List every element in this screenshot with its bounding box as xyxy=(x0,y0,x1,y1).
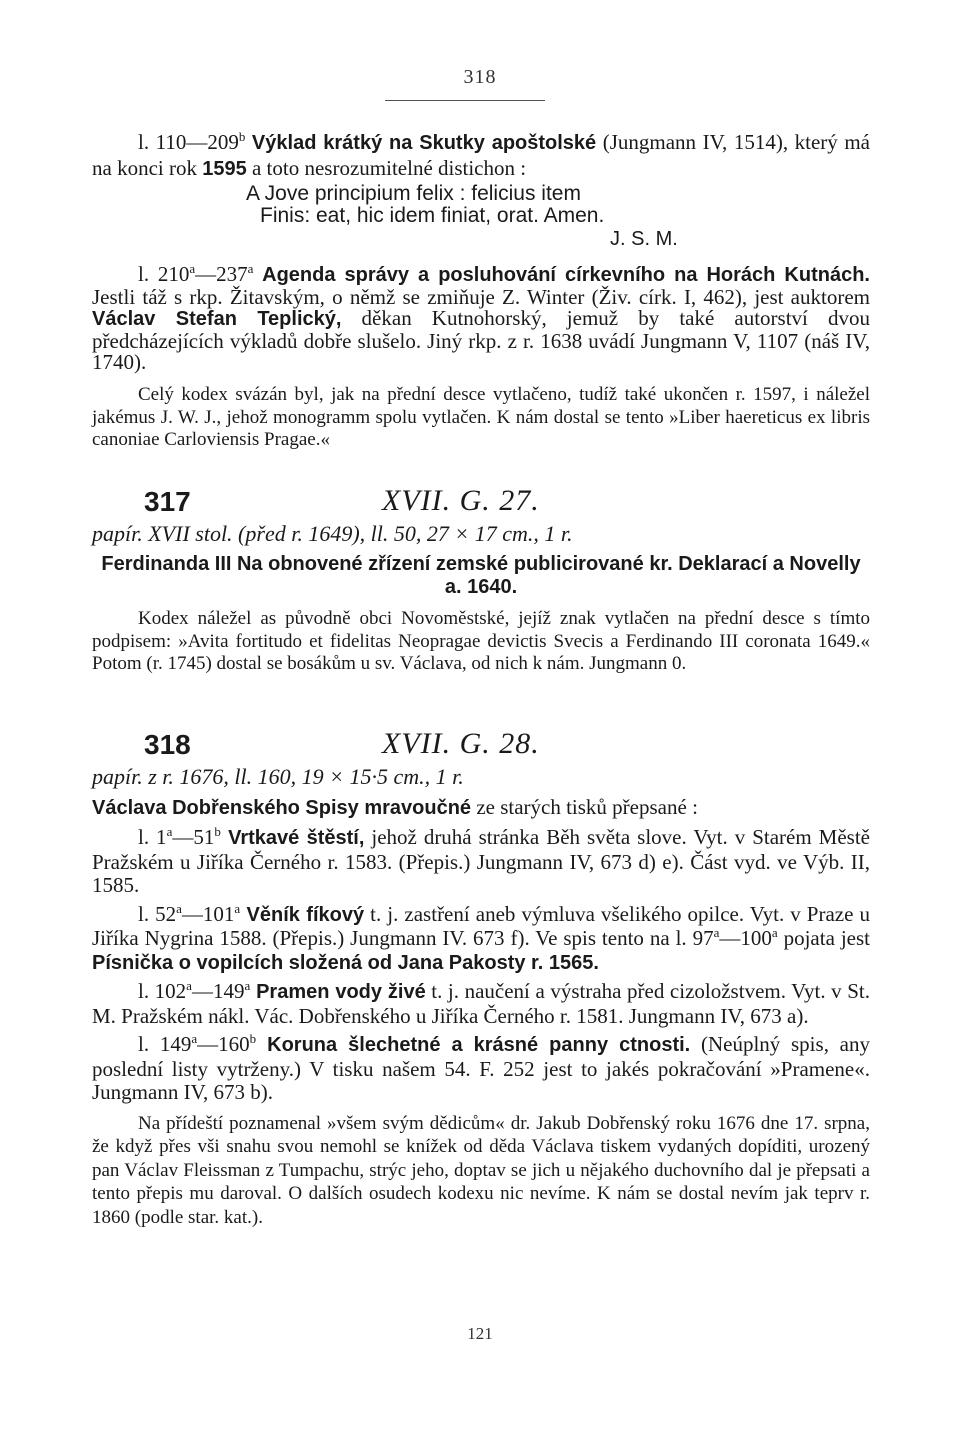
verse-signature: J. S. M. xyxy=(610,228,678,250)
vyklad-paragraph: l. 110—209$^b$ Výklad krátký na Skutky apoštolské (Jungmann IV, 1514), který má na konci rok 1595 a toto nesrozumitelné distichon : xyxy=(92,129,871,180)
entry-318-signature: XVII. G. 28. xyxy=(382,727,540,760)
agenda-paragraph: l. 210$^a$—237$^a$ Agenda správy a posluhování církevního na Horách Kutnách. Jestli táž s rkp. Žitavským, o němž se zmiňuje Z. Winter (Živ. círk. I, 462), jest auktorem Václav Stefan Teplický, děkan Kutnohorský, jemuž by také autorství dvou předcházejících výkladů dobře slušelo. Jiný rkp. z r. 1638 uvádí Jungmann V, 1107 (náš IV, 1740). xyxy=(92,261,870,375)
verse-line-2: Finis: eat, hic idem finiat, orat. Amen. xyxy=(260,204,605,227)
entry-318-meta: papír. z r. 1676, ll. 160, 19 × 15·5 cm., 1 r. xyxy=(92,764,464,789)
block-vyklad xyxy=(92,130,870,251)
page-number: 318 xyxy=(463,66,497,88)
entry-318-heading xyxy=(92,729,870,763)
verse-line-1: A Jove principium felix : felicius item xyxy=(246,182,581,205)
block-kodex-note xyxy=(92,384,870,452)
vyklad-title: Výklad krátký na Skutky apoštolské xyxy=(251,132,597,154)
entry-318-note: Na přídeští poznamenal »všem svým dědicům« dr. Jakub Dobřenský roku 1676 dne 17. srpna, že když přes vši snahu svou nemohl se knížek od děda Václava tiskem vydaných dopíditi, urozený pan Václav Fleissman z Tumpachu, strýc jeho, doptav se jich u nějakého duchovního dal je přepsati a tento přepis mu daroval. O dalších osudech kodexu nic nevíme. K nám se dostal nevím jak teprv r. 1860 (podle star. kat.). xyxy=(92,1112,870,1228)
kodex-note-paragraph: Celý kodex svázán byl, jak na přední desce vytlačeno, tudíž také ukončen r. 1597, i náležel jakémus J. W. J., jehož monogramm spolu vytlačen. K nám dostal se tento »Liber haereticus ex libris canoniae Carloviensis Pragae.« xyxy=(92,384,870,450)
entry-317-signature: XVII. G. 27. xyxy=(382,484,540,517)
agenda-author: Václav Stefan Teplický, xyxy=(92,308,342,331)
entry-318-item-1-title: Vrtkavé štěstí, xyxy=(220,827,365,849)
entry-318-item-1: l. 1$^a$—51$^b$ Vrtkavé štěstí, jehož druhá stránka Běh světa slove. Vyt. v Starém Městě Pražském u Jiříka Černého r. 1583. (Přepis.) Jungmann IV, 673 d) e). Část vyd. ve Výb. II, 1585. xyxy=(92,824,870,897)
agenda-title: Agenda správy a posluhování církevního na Horách Kutnách. xyxy=(262,264,870,286)
header-rule xyxy=(385,100,545,101)
entry-318-item-4: l. 149$^a$—160$^b$ Koruna šlechetné a krásné panny ctnosti. (Neúplný spis, any poslední listy vytrženy.) V tisku našem 54. F. 252 jest to jakés pokračování »Pramene«. Jungmann IV, 673 b). xyxy=(92,1031,870,1104)
footer-number: 121 xyxy=(467,1324,493,1343)
entry-317-text: Kodex náležel as původně obci Novoměstské, jejíž znak vytlačen na přední desce s tímto podpisem: »Avita fortitudo et fidelitas Neopragae devictis Svecis a Ferdinando III coronata 1649.« Potom (r. 1745) dostal se bosákům u sv. Václava, od nich k nám. Jungmann 0. xyxy=(92,608,870,674)
block-agenda xyxy=(92,261,870,375)
entry-318-item-3-title: Pramen vody živé xyxy=(250,981,426,1003)
entry-318-number: 318 xyxy=(144,729,191,760)
entry-317-heading xyxy=(92,486,870,520)
entry-318-title: Václava Dobřenského Spisy mravoučné xyxy=(92,797,472,819)
entry-318-item-2-song: Písnička o vopilcích složená od Jana Pakosty r. 1565. xyxy=(92,951,599,974)
entry-318-item-2: l. 52$^a$—101$^a$ Věník fíkový t. j. zastření aneb výmluva všelikého opilce. Vyt. v Praze u Jiříka Nygrina 1588. (Přepis.) Jungmann IV. 673 f). Ve spis tento na l. 97$^a$—100$^a$ pojata jest Písnička o vopilcích složená od Jana Pakosty r. 1565. xyxy=(92,900,870,974)
vyklad-year: 1595 xyxy=(202,158,247,180)
entry-318-item-4-title: Koruna šlechetné a krásné panny ctnosti. xyxy=(256,1034,691,1056)
vyklad-ref: l. 110—209 xyxy=(138,130,239,154)
entry-318-title-line: Václava Dobřenského Spisy mravoučné ze starých tisků přepsané : xyxy=(92,795,698,819)
entry-318-item-2-title: Věník fíkový xyxy=(240,903,365,926)
entry-317-body xyxy=(92,521,870,676)
entry-317-meta: papír. XVII stol. (před r. 1649), ll. 50, 27 × 17 cm., 1 r. xyxy=(92,521,573,546)
entry-318-body xyxy=(92,764,870,1229)
entry-318-item-3: l. 102$^a$—149$^a$ Pramen vody živé t. j. naučení a výstraha před cizoložstvem. Vyt. v St. M. Pražském nákl. Vác. Dobřenského u Jiříka Černého r. 1581. Jungmann IV, 673 a). xyxy=(92,978,870,1028)
entry-317-title: Ferdinanda III Na obnovené zřízení zemské publicirované kr. Deklarací a Novelly a. 1640. xyxy=(101,553,861,598)
entry-317-number: 317 xyxy=(144,486,191,517)
